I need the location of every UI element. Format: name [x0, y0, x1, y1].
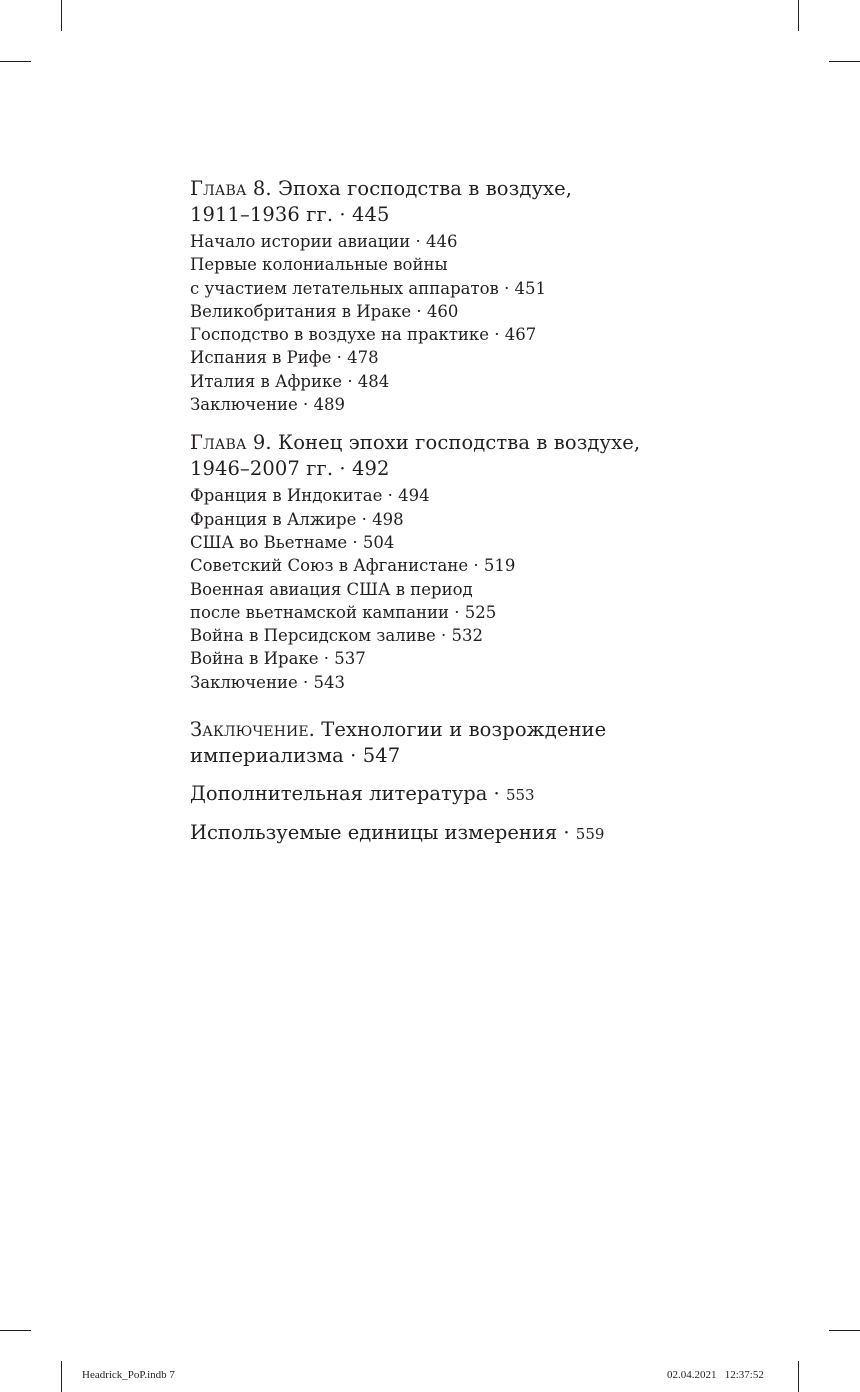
toc-item: Франция в Индокитае · 494 [190, 486, 430, 506]
chapter-8-items [190, 230, 830, 416]
chapter-8-heading [190, 176, 830, 228]
crop-mark-left-bottom [0, 1330, 31, 1331]
crop-mark-right-top [829, 61, 860, 62]
toc-item: Великобритания в Ираке · 460 [190, 301, 459, 321]
toc-item: Война в Ираке · 537 [190, 649, 366, 669]
conclusion-title-line2: империализма · 547 [190, 744, 401, 768]
toc-item: после вьетнамской кампании · 525 [190, 602, 497, 622]
chapter-8-block [190, 176, 830, 416]
conclusion-label: Заключение. [190, 718, 315, 742]
chapter-8-title-line2: 1911–1936 гг. · 445 [190, 203, 390, 226]
toc-item: Испания в Рифе · 478 [190, 348, 379, 368]
chapter-8-title: Эпоха господства в воздухе, [278, 177, 573, 200]
chapter-9-label: Глава 9. [190, 431, 272, 455]
further-reading-text: Дополнительная литература · [190, 782, 500, 806]
units-text: Используемые единицы измерения · [190, 821, 570, 845]
conclusion-title: Технологии и возрождение [321, 718, 607, 742]
crop-mark-left-top [0, 61, 31, 62]
further-reading-page: 553 [505, 786, 535, 805]
footer-datetime: 02.04.2021 12:37:52 [667, 1369, 764, 1381]
units-entry [190, 820, 830, 847]
crop-mark-bottom-right [798, 1361, 799, 1392]
toc-item: Война в Персидском заливе · 532 [190, 626, 483, 646]
toc-item: Военная авиация США в период [190, 579, 473, 599]
toc-item: Советский Союз в Афганистане · 519 [190, 556, 516, 576]
crop-mark-top-right [798, 0, 799, 31]
chapter-9-heading [190, 430, 830, 482]
chapter-8-label: Глава 8. [190, 177, 272, 200]
toc-item: Начало истории авиации · 446 [190, 232, 458, 251]
toc-item: Франция в Алжире · 498 [190, 509, 404, 529]
toc-item: Заключение · 543 [190, 672, 345, 692]
toc-item: Первые колониальные войны [190, 255, 448, 275]
toc-item: с участием летательных аппаратов · 451 [190, 278, 547, 298]
chapter-9-items [190, 484, 830, 694]
crop-mark-bottom-left [61, 1361, 62, 1392]
chapter-9-block [190, 430, 830, 694]
toc-item: Италия в Африке · 484 [190, 371, 390, 391]
chapter-9-title-line2: 1946–2007 гг. · 492 [190, 457, 390, 481]
toc-item: Заключение · 489 [190, 395, 345, 415]
chapter-9-title: Конец эпохи господства в воздухе, [278, 431, 641, 455]
footer-file-name: Headrick_PoP.indb 7 [82, 1369, 175, 1381]
table-of-contents [190, 176, 830, 847]
toc-item: США во Вьетнаме · 504 [190, 532, 395, 552]
units-page: 559 [575, 825, 605, 844]
crop-mark-top-left [61, 0, 62, 31]
further-reading-entry [190, 781, 830, 808]
toc-item: Господство в воздухе на практике · 467 [190, 325, 537, 345]
crop-mark-right-bottom [829, 1330, 860, 1331]
conclusion-heading [190, 717, 830, 769]
